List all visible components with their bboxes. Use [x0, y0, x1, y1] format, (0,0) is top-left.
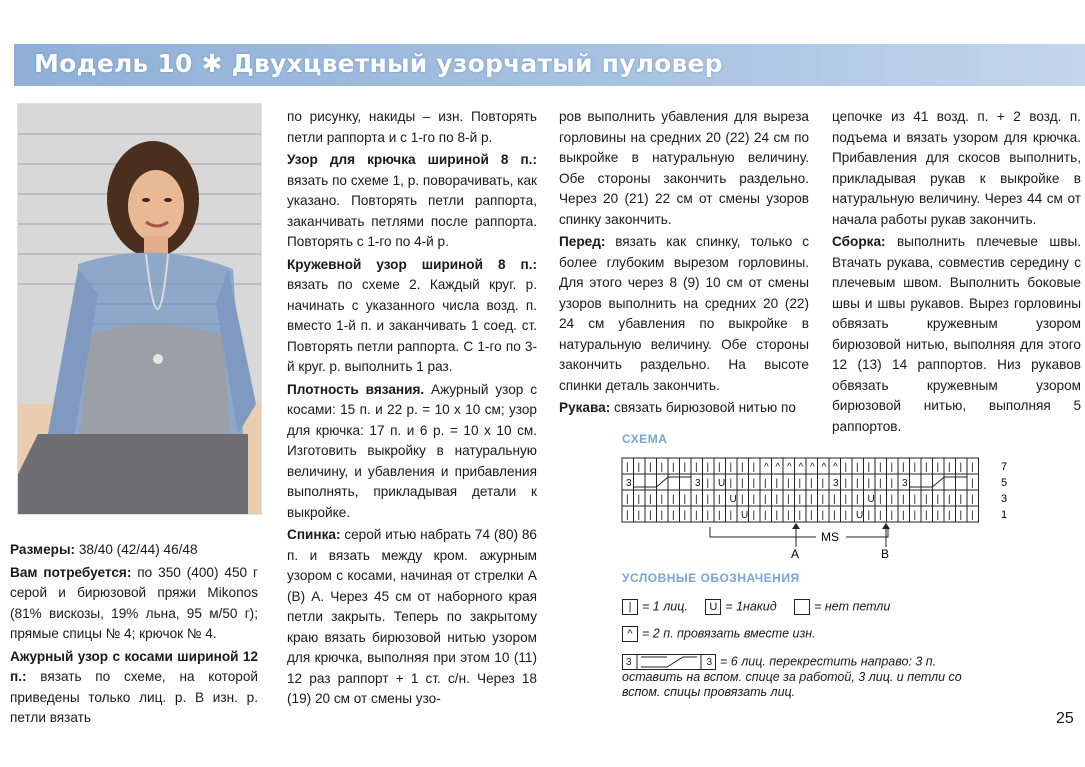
density-text: Ажурный узор с косами: 15 п. и 22 р. = 10 х 10 см; узор для крючка: 17 п. и 6 р. = 10 х 10 см. Изготовить выкройку в натуральную величину, и убавления и прибавления выполнять, прикладывая детали к выкройке.: [287, 381, 538, 520]
cable-symbol-left: 3: [626, 657, 632, 668]
cable-cross-icon: [623, 655, 715, 669]
legend-cable-line2: оставить на вспом. спице за работой, 3 лиц. и петли со: [622, 670, 962, 684]
chart-cell-symbol: |: [718, 510, 721, 521]
row-number-7: 7: [1001, 461, 1008, 473]
chart-cell-symbol: |: [844, 478, 848, 489]
chart-cell-symbol: |: [752, 478, 756, 489]
legend-cable-line1: = 6 лиц. перекрестить направо: 3 п.: [720, 654, 937, 669]
chart-cell-symbol: |: [959, 462, 963, 473]
chart-cell-symbol: |: [879, 462, 882, 473]
k2tog-symbol: ^: [622, 626, 638, 642]
chart-cell: [944, 474, 956, 490]
arrow-a-head: [792, 523, 800, 529]
model-photo: [17, 103, 262, 515]
chart-cell: [921, 474, 933, 490]
chart-cell-symbol: |: [821, 478, 825, 489]
chart-cell-symbol: |: [787, 510, 790, 521]
chart-cell-symbol: ^: [764, 462, 769, 473]
chart-cell-symbol: |: [626, 462, 629, 473]
chart-cell-symbol: |: [775, 494, 779, 505]
chart-cell-symbol: |: [798, 478, 802, 489]
chart-cell-symbol: |: [890, 510, 894, 521]
chart-cell-symbol: |: [660, 510, 664, 521]
back-label: Спинка:: [287, 527, 341, 542]
chart-cell-symbol: |: [672, 462, 675, 473]
crochet-pattern-label: Узор для крючка шириной 8 п.:: [287, 152, 537, 167]
chart-cell: [645, 474, 657, 490]
page-title: Модель 10 ✱ Двухцветный узорчатый пуловер: [34, 49, 723, 78]
legend-row-3: [622, 654, 1002, 700]
chart-cell-symbol: |: [925, 494, 928, 505]
chart-cell-symbol: |: [948, 494, 951, 505]
assembly-label: Сборка:: [832, 234, 886, 249]
chart-cell-symbol: |: [948, 462, 951, 473]
row-number-1: 1: [1001, 509, 1008, 521]
chart-cell-symbol: |: [959, 494, 963, 505]
chart-cell-symbol: |: [959, 510, 963, 521]
chart-cell-symbol: |: [810, 510, 813, 521]
legend-knit: = 1 лиц.: [642, 599, 688, 614]
back-text: серой итью набрать 74 (80) 86 п. и вязать между кром. ажурным узором с косами, начиная от стрелки А (В) А. Через 45 см от наборного края петли закрыть. Теперь по закрытому краю вязать бирюзовой нитью узором для крючка, выполняя при этом 10 (11) 12 раз раппорт + 1 ст. с/н. Через 18 (19) 20 см от смены узо-: [287, 527, 537, 706]
legend-no-stitch: = нет петли: [814, 599, 891, 614]
chart-cell-symbol: |: [706, 478, 710, 489]
chart-cell-symbol: |: [741, 478, 744, 489]
materials-label: Вам потребуется:: [10, 564, 132, 580]
chart-cell-symbol: |: [672, 510, 675, 521]
chart-cell-symbol: U: [867, 494, 875, 505]
legend-yarn-over: = 1накид: [725, 599, 777, 614]
chart-cell-symbol: |: [787, 478, 790, 489]
model-illustration: [18, 104, 261, 514]
chart-cell-symbol: |: [695, 510, 698, 521]
chart-cell-symbol: |: [925, 510, 928, 521]
chart-cell: [910, 474, 922, 490]
chart-cell-symbol: |: [752, 510, 756, 521]
chart-cell-symbol: |: [821, 510, 825, 521]
chart-cell-symbol: |: [844, 494, 848, 505]
chart-cell-symbol: |: [867, 478, 871, 489]
chart-cell-symbol: |: [649, 494, 652, 505]
sleeves-continued-text: цепочке из 41 возд. п. + 2 возд. п. подъема и вязать узором для крючка. Прибавления для скосов выполнить, прикладывая рукав к выкройке в натуральную величину. Через 44 см от начала работы рукав закончить.: [832, 109, 1081, 227]
legend-row-2: [622, 626, 816, 642]
chart-cell-symbol: ^: [833, 462, 838, 473]
cable-symbol: [622, 654, 716, 670]
legend-k2tog: = 2 п. провязать вместе изн.: [642, 626, 816, 641]
arrow-b-head: [882, 523, 890, 529]
chart-cell-symbol: |: [902, 462, 905, 473]
front-text: вязать как спинку, только с более глубоким вырезом горловины. Для этого через 8 (9) 10 см от смены узоров выполнить на средних 20 (22) 24 см убавления по выкройке в натуральную величину. Обе стороны закончить раздельно. На высоте спинки деталь закончить.: [559, 234, 809, 393]
chart-cell-symbol: |: [706, 494, 710, 505]
chart-cell-symbol: |: [867, 510, 871, 521]
chart-cell-symbol: |: [672, 494, 675, 505]
chart-cell-symbol: |: [890, 494, 894, 505]
chart-cell-symbol: |: [821, 494, 825, 505]
chart-cell-symbol: |: [764, 494, 767, 505]
chart-cell-symbol: |: [810, 478, 813, 489]
chart-cell-symbol: |: [683, 510, 687, 521]
text-column-4: [832, 107, 1081, 439]
chart-cell-symbol: |: [971, 510, 974, 521]
chart-cell: [680, 474, 692, 490]
chart-cell-symbol: |: [867, 462, 871, 473]
legend-row-1: [622, 599, 890, 615]
materials-text: по 350 (400) 450 г серой и бирюзовой пряжи Mikonos (81% вискозы, 19% льна, 95 м/50 г); прямые спицы № 4; крючок № 4.: [10, 564, 258, 641]
crochet-pattern-text: вязать по схеме 1, р. поворачивать, как указано. Повторять петли раппорта, заканчивать петлями после раппорта. Повторять с 1-го по 4-й р.: [287, 172, 537, 249]
chart-cell-symbol: ^: [775, 462, 781, 473]
chart-cell-symbol: U: [856, 510, 864, 521]
no-stitch-symbol: [794, 599, 810, 615]
lace-pattern-text: вязать по схеме 2. Каждый круг. р. начинать с указанного числа возд. п. вместо 1-й п. и заканчивать 1 соед. ст. Повторять петли раппорта. С 1-го по 3-й круг. р. выполнить 1 раз.: [287, 277, 537, 374]
chart-cell-symbol: |: [902, 510, 905, 521]
chart-cell: [634, 474, 646, 490]
knit-symbol: |: [622, 599, 638, 615]
chart-cell-symbol: ^: [798, 462, 804, 473]
chart-cell-symbol: |: [637, 494, 641, 505]
chart-cell-symbol: ^: [810, 462, 815, 473]
chart-cell-symbol: |: [626, 494, 629, 505]
schema-title: СХЕМА: [622, 432, 668, 446]
chart-cell-symbol: U: [718, 478, 726, 489]
chart-cell-symbol: |: [833, 510, 836, 521]
chart-cell-symbol: |: [775, 478, 779, 489]
chart-cell-symbol: 3: [902, 478, 908, 489]
chart-cell-symbol: |: [913, 494, 917, 505]
chart-cell-symbol: |: [764, 478, 767, 489]
chart-cell-symbol: U: [729, 494, 737, 505]
chart-cell-symbol: |: [706, 510, 710, 521]
chart-cell-symbol: |: [879, 494, 882, 505]
chart-cell-symbol: |: [741, 494, 744, 505]
chart-cell-symbol: |: [879, 510, 882, 521]
chart-cell-symbol: |: [787, 494, 790, 505]
assembly-text: выполнить плечевые швы. Втачать рукава, совместив середину с плечевым швом. Выполнить боковые швы и швы рукавов. Вырез горловины обвязать кружевным узором бирюзовой нитью, выполняя для этого 12 (13) 14 раппортов. Низ рукавов обвязать кружевным узором бирюзовой нитью, выполняя 5 раппортов.: [832, 234, 1081, 434]
chart-cell-symbol: |: [706, 462, 710, 473]
chart-cell-symbol: |: [683, 462, 687, 473]
chart-cell-symbol: |: [718, 494, 721, 505]
chart-cell-symbol: 3: [833, 478, 839, 489]
row-number-5: 5: [1001, 477, 1008, 489]
chart-cell-symbol: |: [856, 494, 859, 505]
chart-cell-symbol: |: [695, 462, 698, 473]
chart-cell-symbol: |: [913, 462, 917, 473]
chart-cell-symbol: |: [637, 462, 641, 473]
chart-cell-symbol: |: [660, 462, 664, 473]
page-number: 25: [1056, 710, 1074, 727]
chart-cell-symbol: |: [948, 510, 951, 521]
lace-pattern-label: Кружевной узор шириной 8 п.:: [287, 256, 537, 272]
openwork-label: Ажурный узор с косами шириной 12 п.:: [10, 648, 258, 684]
chart-cell-symbol: |: [649, 510, 652, 521]
chart-cell-symbol: |: [683, 494, 687, 505]
chart-cell: [956, 474, 968, 490]
chart-cell-symbol: |: [902, 494, 905, 505]
chart-cell-symbol: |: [741, 462, 744, 473]
arrow-b-label: B: [881, 547, 890, 561]
neckline-text: ров выполнить убавления для выреза горловины на средних 20 (22) 24 см по выкройке в натуральную величину. Обе стороны закончить раздельно. Через 20 (21) 22 см от смены узоров спинку закончить.: [559, 109, 809, 227]
chart-cell-symbol: |: [936, 462, 940, 473]
chart-cell-symbol: |: [971, 494, 974, 505]
knitting-chart: [620, 455, 1020, 565]
text-column-2: [287, 107, 537, 712]
chart-cell-symbol: |: [833, 494, 836, 505]
front-label: Перед:: [559, 234, 606, 249]
chart-cell-symbol: |: [844, 462, 848, 473]
chart-cell-symbol: |: [752, 494, 756, 505]
chart-cell-symbol: |: [729, 478, 733, 489]
chart-cell-symbol: |: [879, 478, 882, 489]
cable-symbol-right: 3: [706, 657, 712, 668]
chart-cell-symbol: |: [890, 478, 894, 489]
chart-cell-symbol: |: [798, 494, 802, 505]
pattern-repeat-text: по рисунку, накиды – изн. Повторять петли раппорта и с 1-го по 8-й р.: [287, 109, 537, 145]
chart-cell-symbol: |: [626, 510, 629, 521]
chart-cell-symbol: U: [741, 510, 749, 521]
chart-cell-symbol: |: [936, 494, 940, 505]
chart-cell-symbol: |: [810, 494, 813, 505]
chart-cell-symbol: |: [925, 462, 928, 473]
chart-cell-symbol: |: [936, 510, 940, 521]
chart-cell-symbol: 3: [695, 478, 701, 489]
openwork-text: вязать по схеме, на которой приведены только лиц. р. В изн. р. петли вязать: [10, 669, 258, 725]
legend-title: УСЛОВНЫЕ ОБОЗНАЧЕНИЯ: [622, 571, 800, 585]
row-number-3: 3: [1001, 493, 1008, 505]
chart-cell-symbol: |: [729, 510, 733, 521]
chart-cell-symbol: |: [971, 478, 974, 489]
chart-cell-symbol: |: [752, 462, 756, 473]
chart-cell-symbol: |: [695, 494, 698, 505]
chart-cell-symbol: |: [729, 462, 733, 473]
sizes-label: Размеры:: [10, 542, 76, 557]
chart-cell-symbol: |: [844, 510, 848, 521]
chart-cell-symbol: ^: [787, 462, 792, 473]
sleeves-label: Рукава:: [559, 400, 611, 415]
chart-cell-symbol: |: [798, 510, 802, 521]
chart-cell-symbol: |: [637, 510, 641, 521]
sizes-text: 38/40 (42/44) 46/48: [75, 542, 198, 557]
text-column-1: [10, 540, 258, 731]
chart-cell-symbol: |: [971, 462, 974, 473]
chart-cell-symbol: 3: [626, 478, 632, 489]
density-label: Плотность вязания.: [287, 381, 425, 397]
chart-cell-symbol: |: [856, 478, 859, 489]
arrow-a-label: A: [791, 547, 800, 561]
chart-cell-symbol: ^: [821, 462, 827, 473]
chart-cell-symbol: |: [649, 462, 652, 473]
yarn-over-symbol: U: [705, 599, 721, 615]
legend-cable-line3: вспом. спицы провязать лиц.: [622, 685, 796, 699]
chart-cell-symbol: |: [775, 510, 779, 521]
chart-cell-symbol: |: [660, 494, 664, 505]
chart-cell-symbol: |: [856, 462, 859, 473]
chart-cell: [668, 474, 680, 490]
repeat-label: MS: [821, 530, 839, 544]
chart-cell-symbol: |: [890, 462, 894, 473]
text-column-3: [559, 107, 809, 421]
chart-cell-symbol: |: [718, 462, 721, 473]
chart-cell-symbol: |: [913, 510, 917, 521]
sleeves-text: связать бирюзовой нитью по: [610, 400, 796, 415]
chart-cell-symbol: |: [764, 510, 767, 521]
